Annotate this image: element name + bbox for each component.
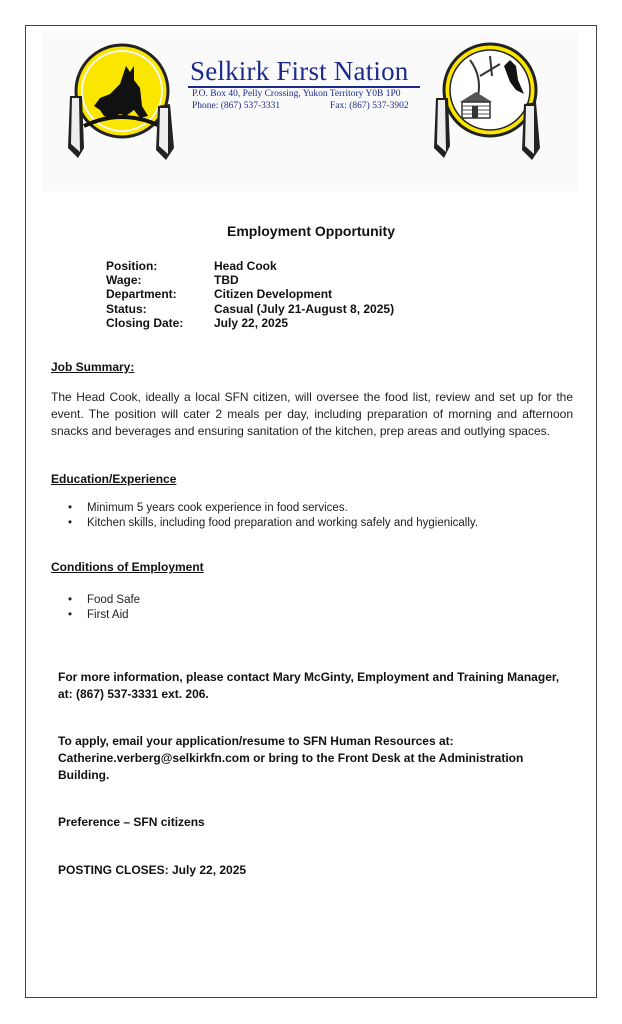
job-details: [106, 259, 394, 330]
list-item: • Kitchen skills, including food preparation and working safely and hygienically.: [51, 516, 478, 531]
org-address: P.O. Box 40, Pelly Crossing, Yukon Territory Y0B 1P0: [192, 89, 401, 99]
org-fax: Fax: (867) 537-3902: [330, 101, 409, 111]
org-phone: Phone: (867) 537-3331: [192, 101, 281, 111]
conditions-list: [51, 593, 140, 622]
page-title: Employment Opportunity: [227, 223, 395, 239]
education-heading: Education/Experience: [51, 472, 177, 486]
detail-row-status: [106, 302, 394, 316]
job-summary-heading: Job Summary:: [51, 360, 135, 374]
detail-row-wage: [106, 273, 394, 287]
detail-label: Status:: [106, 301, 147, 316]
posting-closes: POSTING CLOSES: July 22, 2025: [58, 863, 247, 877]
wolf-emblem-icon: [60, 36, 190, 166]
detail-label: Closing Date:: [106, 315, 184, 330]
contact-info: For more information, please contact Mary McGinty, Employment and Training Manager, at: (867) 537-3331 ext. 206.: [58, 670, 560, 701]
org-name: Selkirk First Nation: [190, 56, 409, 86]
org-name-underline: [188, 86, 420, 88]
detail-value: Head Cook: [214, 259, 277, 273]
detail-row-department: [106, 287, 394, 301]
detail-value: Casual (July 21-August 8, 2025): [214, 301, 395, 316]
raven-cabin-emblem-icon: [420, 36, 560, 166]
job-summary-text: The Head Cook, ideally a local SFN citizen, will oversee the food list, review and set up for the event. The position will cater 2 meals per day, including preparation of morning and afternoon snacks and beverages and ensuring sanitation of the kitchen, prep areas and outlying spaces.: [51, 390, 573, 438]
list-item: • Minimum 5 years cook experience in food services.: [51, 501, 478, 516]
detail-value: July 22, 2025: [214, 315, 289, 330]
list-item: • First Aid: [51, 608, 140, 623]
detail-row-position: [106, 259, 394, 273]
detail-label: Wage:: [106, 273, 142, 288]
detail-label: Department:: [106, 287, 177, 302]
list-item: • Food Safe: [51, 593, 140, 608]
detail-label: Position:: [106, 259, 158, 273]
detail-value: TBD: [214, 273, 239, 288]
detail-row-closing-date: [106, 316, 394, 330]
conditions-heading: Conditions of Employment: [51, 560, 204, 574]
detail-value: Citizen Development: [214, 287, 333, 302]
education-list: [51, 501, 478, 530]
preference-note: Preference – SFN citizens: [58, 815, 205, 829]
apply-info: To apply, email your application/resume to SFN Human Resources at: Catherine.verberg@selkirkfn.com or bring to the Front Desk at the Administration Building.: [58, 734, 524, 782]
